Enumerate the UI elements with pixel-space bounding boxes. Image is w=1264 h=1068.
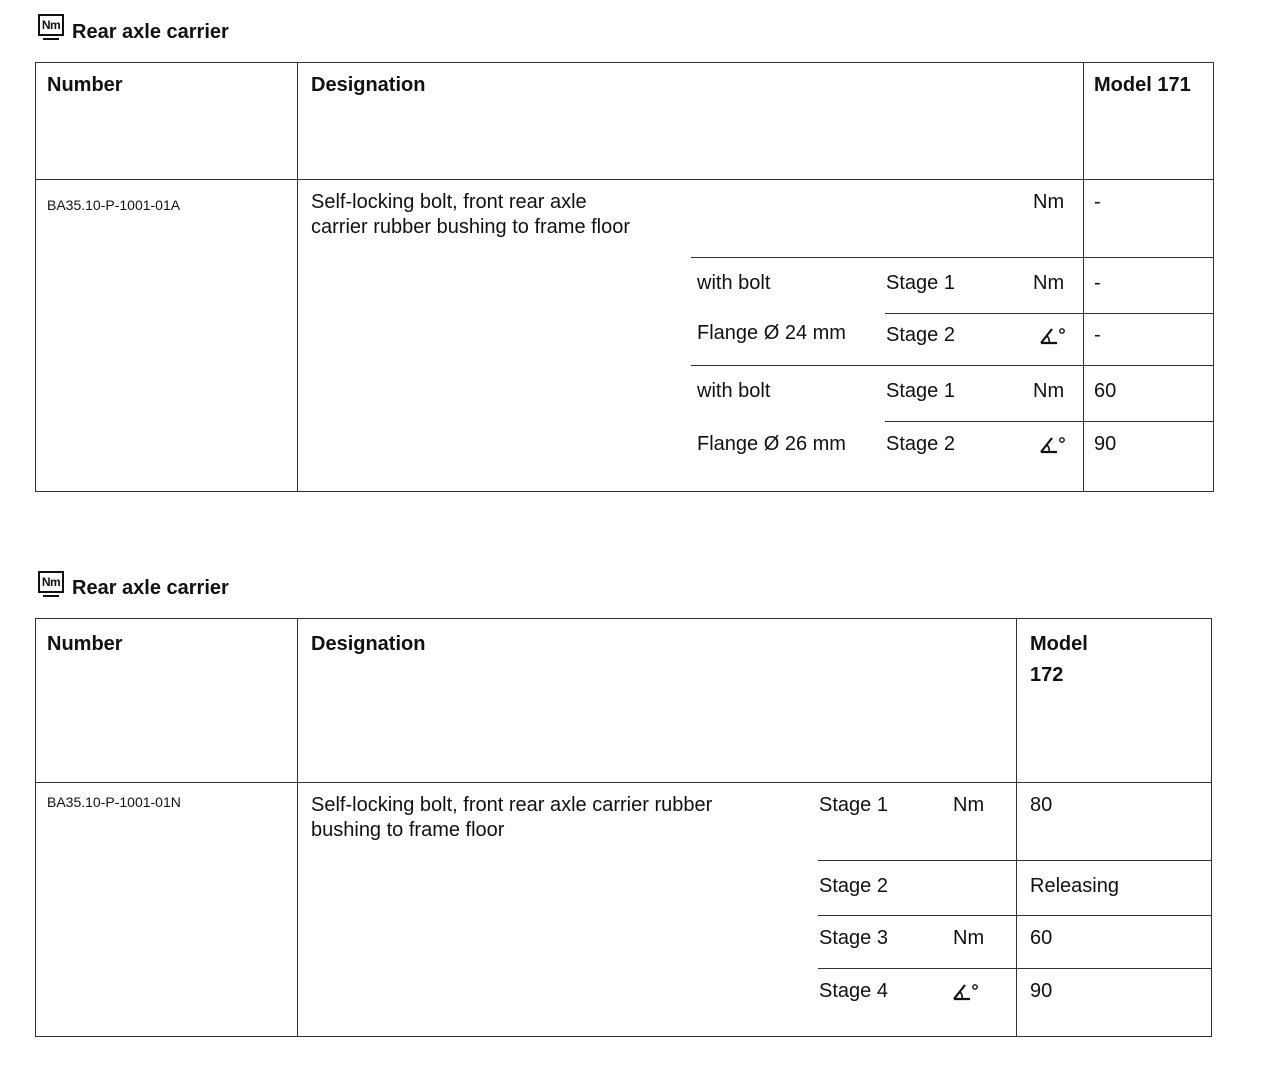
unit-label: Nm <box>953 794 985 816</box>
stage-label: Stage 1 <box>886 380 955 402</box>
header-number: Number <box>47 74 123 96</box>
value-cell: 60 <box>1094 380 1117 402</box>
stage-label: Stage 4 <box>819 980 888 1002</box>
value-cell: 90 <box>1030 980 1053 1002</box>
value-cell: - <box>1094 272 1101 294</box>
flange-label: Flange Ø 24 mm <box>697 322 846 344</box>
stage-label: Stage 1 <box>819 794 888 816</box>
stage-label: Stage 2 <box>886 324 955 346</box>
value-cell: - <box>1094 324 1101 346</box>
stage-label: Stage 2 <box>886 433 955 455</box>
header-divider <box>35 782 1212 783</box>
stage-label: Stage 2 <box>819 875 888 897</box>
header-model: Model 171 <box>1094 74 1191 96</box>
row-divider <box>885 421 1214 422</box>
angle-icon <box>951 982 979 1002</box>
torque-nm-icon: Nm <box>38 14 64 36</box>
bolt-label: with bolt <box>697 380 771 402</box>
top-unit: Nm <box>1033 191 1065 213</box>
col-divider <box>1016 618 1017 1037</box>
header-divider <box>35 179 1214 180</box>
row-divider <box>818 860 1212 861</box>
top-value: - <box>1094 191 1101 213</box>
row-divider <box>818 968 1212 969</box>
designation-line-1: Self-locking bolt, front rear axle carrier rubber <box>311 794 713 816</box>
col-divider <box>297 62 298 492</box>
header-model-line-2: 172 <box>1030 664 1064 686</box>
torque-nm-icon: Nm <box>38 571 64 593</box>
bolt-label: with bolt <box>697 272 771 294</box>
header-designation: Designation <box>311 74 426 96</box>
document-number: BA35.10-P-1001-01A <box>47 197 181 213</box>
stage-label: Stage 3 <box>819 927 888 949</box>
document-number: BA35.10-P-1001-01N <box>47 794 181 810</box>
header-designation: Designation <box>311 633 426 655</box>
designation-line-2: carrier rubber bushing to frame floor <box>311 216 631 238</box>
row-divider <box>885 313 1214 314</box>
row-divider <box>818 915 1212 916</box>
value-cell: Releasing <box>1030 875 1119 897</box>
header-number: Number <box>47 633 123 655</box>
value-cell: 60 <box>1030 927 1053 949</box>
angle-icon <box>1038 435 1066 455</box>
col-divider <box>1083 62 1084 492</box>
unit-label: Nm <box>1033 380 1065 402</box>
value-cell: 80 <box>1030 794 1053 816</box>
stage-label: Stage 1 <box>886 272 955 294</box>
flange-label: Flange Ø 26 mm <box>697 433 846 455</box>
section-title-text: Rear axle carrier <box>72 21 229 43</box>
row-divider <box>691 365 1214 366</box>
value-cell: 90 <box>1094 433 1117 455</box>
designation-line-2: bushing to frame floor <box>311 819 505 841</box>
angle-icon <box>1038 326 1066 346</box>
col-divider <box>297 618 298 1037</box>
designation-line-1: Self-locking bolt, front rear axle <box>311 191 587 213</box>
unit-label: Nm <box>953 927 985 949</box>
row-divider <box>691 257 1214 258</box>
section-title-text: Rear axle carrier <box>72 577 229 599</box>
header-model-line-1: Model <box>1030 633 1088 655</box>
unit-label: Nm <box>1033 272 1065 294</box>
